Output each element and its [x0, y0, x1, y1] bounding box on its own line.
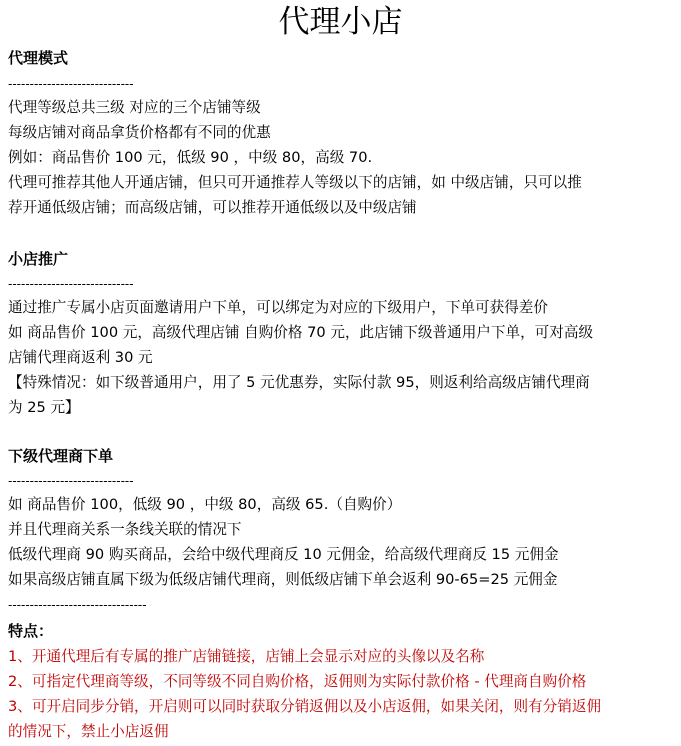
section-divider: -----------------------------: [8, 474, 134, 488]
section-divider: -----------------------------: [8, 77, 134, 91]
paragraph-line: 【特殊情况：如下级普通用户，用了 5 元优惠券，实际付款 95，则返利给高级店铺代理商: [8, 374, 590, 391]
feature-item: 3、可开启同步分销，开启则可以同时获取分销返佣以及小店返佣，如果关闭，则有分销返佣: [8, 698, 602, 715]
paragraph-line: 如 商品售价 100 元，高级代理店铺 自购价格 70 元，此店铺下级普通用户下单，可对高级: [8, 324, 594, 341]
paragraph-line: 每级店铺对商品拿货价格都有不同的优惠: [8, 124, 271, 141]
feature-item: 2、可指定代理商等级，不同等级不同自购价格，返佣则为实际付款价格 - 代理商自购价格: [8, 673, 587, 690]
paragraph-line: 为 25 元】: [8, 399, 80, 416]
paragraph-line: 例如：商品售价 100 元，低级 90 ，中级 80，高级 70.: [8, 149, 373, 166]
section-divider: -----------------------------: [8, 277, 134, 291]
section-heading-sub-agent-order: 下级代理商下单: [8, 447, 114, 465]
paragraph-line: 荐开通低级店铺；而高级店铺，可以推荐开通低级以及中级店铺: [8, 199, 417, 216]
feature-item: 的情况下，禁止小店返佣: [8, 723, 169, 740]
paragraph-line: 店铺代理商返利 30 元: [8, 349, 153, 366]
end-divider: --------------------------------: [8, 598, 147, 612]
paragraph-line: 如果高级店铺直属下级为低级店铺代理商，则低级店铺下单会返利 90-65=25 元佣金: [8, 571, 558, 588]
paragraph-line: 如 商品售价 100，低级 90 ，中级 80，高级 65.（自购价）: [8, 496, 402, 513]
paragraph-line: 低级代理商 90 购买商品，会给中级代理商反 10 元佣金，给高级代理商反 15 元佣金: [8, 546, 559, 563]
section-heading-shop-promotion: 小店推广: [8, 250, 69, 268]
section-heading-agent-mode: 代理模式: [8, 49, 69, 67]
paragraph-line: 代理可推荐其他人开通店铺，但只可开通推荐人等级以下的店铺，如 中级店铺，只可以推: [8, 174, 582, 191]
paragraph-line: 代理等级总共三级 对应的三个店铺等级: [8, 99, 261, 116]
paragraph-line: 通过推广专属小店页面邀请用户下单，可以绑定为对应的下级用户，下单可获得差价: [8, 299, 548, 316]
feature-item: 1、开通代理后有专属的推广店铺链接，店铺上会显示对应的头像以及名称: [8, 648, 485, 665]
document-title: 代理小店: [278, 4, 403, 40]
features-heading: 特点：: [8, 622, 54, 640]
paragraph-line: 并且代理商关系一条线关联的情况下: [8, 521, 242, 538]
